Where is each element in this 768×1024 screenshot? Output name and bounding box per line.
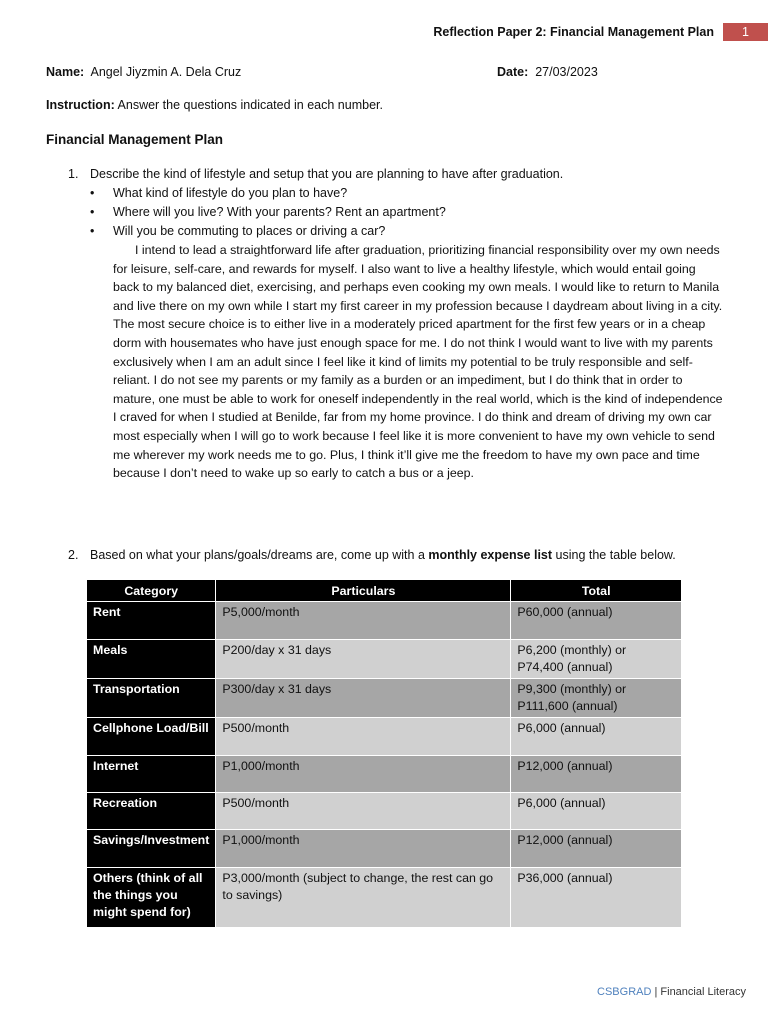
list-item [90, 222, 726, 241]
particulars-cell: P200/day x 31 days [216, 640, 511, 679]
header-title: Reflection Paper 2: Financial Management Plan [433, 25, 714, 39]
question-1 [46, 165, 726, 483]
particulars-cell: P500/month [216, 718, 511, 756]
total-cell: P12,000 (annual) [511, 830, 682, 868]
category-cell: Savings/Investment [87, 830, 216, 868]
date-label: Date: [497, 65, 529, 79]
category-cell: Others (think of all the things you might spend for) [87, 868, 216, 928]
list-item [90, 184, 726, 203]
question-2 [46, 546, 726, 565]
name-line [46, 65, 241, 79]
page-header [433, 22, 768, 42]
page-footer [597, 986, 746, 998]
particulars-cell: P3,000/month (subject to change, the rest can go to savings) [216, 868, 511, 928]
total-cell: P60,000 (annual) [511, 602, 682, 640]
page-number-badge: 1 [723, 23, 768, 41]
section-title: Financial Management Plan [46, 132, 224, 147]
particulars-cell: P500/month [216, 793, 511, 830]
question-1-bullets [46, 184, 726, 241]
category-cell: Internet [87, 756, 216, 793]
name-label: Name: [46, 65, 85, 79]
particulars-cell: P5,000/month [216, 602, 511, 640]
list-item [90, 203, 726, 222]
bullet-text: Will you be commuting to places or driving a car? [113, 224, 386, 238]
table-row [87, 602, 682, 640]
bullet-icon: • [90, 224, 95, 238]
total-cell: P36,000 (annual) [511, 868, 682, 928]
table-header-row [87, 580, 682, 602]
total-cell: P6,000 (annual) [511, 718, 682, 756]
header-category: Category [87, 580, 216, 602]
category-cell: Cellphone Load/Bill [87, 718, 216, 756]
question-2-text-end: using the table below. [552, 548, 676, 562]
particulars-cell: P1,000/month [216, 756, 511, 793]
date-line [497, 65, 598, 79]
total-cell: P6,200 (monthly) or P74,400 (annual) [511, 640, 682, 679]
question-2-text-start: Based on what your plans/goals/dreams are, come up with a [90, 548, 429, 562]
bullet-icon: • [90, 186, 95, 200]
total-cell: P9,300 (monthly) or P111,600 (annual) [511, 679, 682, 718]
date-value: 27/03/2023 [535, 65, 598, 79]
name-value: Angel Jiyzmin A. Dela Cruz [90, 65, 242, 79]
instruction-text: Answer the questions indicated in each number. [114, 98, 383, 112]
question-2-number: 2. [68, 548, 79, 562]
instruction-label: Instruction: [46, 98, 115, 112]
header-particulars: Particulars [216, 580, 511, 602]
table-row [87, 718, 682, 756]
table-row [87, 830, 682, 868]
table-row [87, 756, 682, 793]
footer-brand: CSBGRAD [597, 986, 652, 998]
table-row [87, 793, 682, 830]
bullet-text: Where will you live? With your parents? Rent an apartment? [113, 205, 446, 219]
question-2-text [90, 546, 676, 565]
instruction [46, 98, 383, 112]
expense-table [86, 579, 682, 928]
category-cell: Transportation [87, 679, 216, 718]
question-1-answer: I intend to lead a straightforward life after graduation, prioritizing financial responsibility over my own needs for leisure, self-care, and rewards for myself. I also want to live a healthy lifestyle, which would entail going back to my balanced diet, exercising, and perhaps even cooking my own meals. I would like to return to Manila and live there on my own while I start my first career in my profession because I daydream about living in a city. The most secure choice is to either live in a moderately priced apartment for the first few years or in a cheap dorm with housemates who have just enough space for me. I do not think I would want to live with my parents exclusively when I am an adult since I feel like it kind of limits my potential to be truly responsible and self-reliant. I do not see my parents or my family as a burden or an impediment, but I do think that in order to mature, one must be able to work for oneself independently in the real world, which is the kind of independence I craved for when I studied at Benilde, far from my home province. I do think and dream of driving my own car most especially when I will go to work because I feel like it is more convenient to have my own vehicle to send me wherever my work needs me to go. Plus, I think it’ll give me the freedom to have my own pace and time because I don’t need to wake up so early to catch a bus or a jeep. [113, 243, 723, 481]
question-2-text-bold: monthly expense list [428, 548, 553, 562]
bullet-text: What kind of lifestyle do you plan to have? [113, 186, 348, 200]
header-total: Total [511, 580, 682, 602]
footer-separator: | [651, 986, 661, 998]
footer-text: Financial Literacy [660, 986, 746, 998]
question-1-text: Describe the kind of lifestyle and setup that you are planning to have after graduation. [90, 167, 564, 181]
table-row [87, 868, 682, 928]
category-cell: Recreation [87, 793, 216, 830]
table-row [87, 679, 682, 718]
category-cell: Meals [87, 640, 216, 679]
particulars-cell: P1,000/month [216, 830, 511, 868]
total-cell: P12,000 (annual) [511, 756, 682, 793]
particulars-cell: P300/day x 31 days [216, 679, 511, 718]
category-cell: Rent [87, 602, 216, 640]
question-1-number: 1. [68, 167, 79, 181]
bullet-icon: • [90, 205, 95, 219]
total-cell: P6,000 (annual) [511, 793, 682, 830]
table-row [87, 640, 682, 679]
